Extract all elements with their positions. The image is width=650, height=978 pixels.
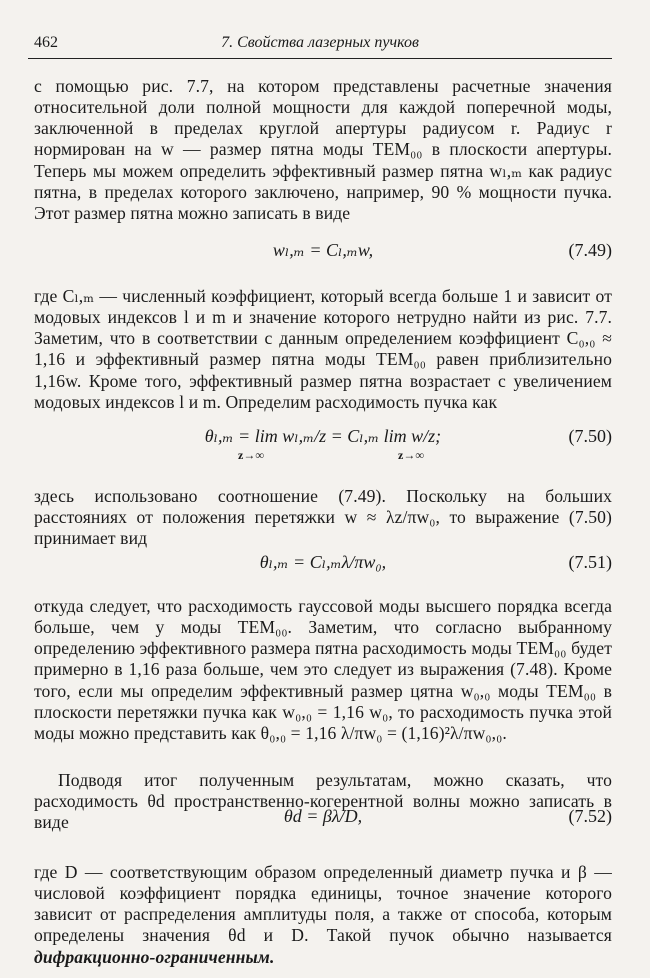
equation-formula: θₗ,ₘ = Cₗ,ₘλ/πw₀,	[259, 552, 387, 572]
running-head: 7. Свойства лазерных пучков	[221, 34, 419, 51]
equation-7-49	[34, 234, 612, 274]
equation-number: (7.50)	[568, 426, 612, 446]
paragraph-1: с помощью рис. 7.7, на котором представлены расчетные значения относительной доли полной мощности для каждой поперечной моды, заключенной в пределах круглой апертуры радиусом r. Радиус r нормирован на w — размер пятна моды TEM₀₀ в плоскости апертуры. Теперь мы можем определить эффективный размер пятна wₗ,ₘ как радиус пятна, в пределах которого заключено, например, 90 % мощности пучка. Этот размер пятна можно записать в виде	[34, 75, 612, 224]
paragraph-6	[34, 862, 612, 968]
page-header	[28, 30, 612, 59]
emphasized-term: дифракционно-ограниченным.	[34, 946, 275, 967]
paragraph-4: откуда следует, что расходимость гауссовой моды высшего порядка всегда больше, чем у моды TEM₀₀. Заметим, что согласно выбранному определению эффективного размера пятна расходимость моды TEM₀₀ будет примерно в 1,16 раза больше, чем это следует из выражения (7.48). Кроме того, если мы определим эффективный размер цятна w₀,₀ моды TEM₀₀ в плоскости перетяжки пучка как w₀,₀ = 1,16 w₀, то расходимость пучка этой моды можно представить как θ₀,₀ = 1,16 λ/πw₀ = (1,16)²λ/πw₀,₀.	[34, 595, 612, 744]
equation-formula: θₗ,ₘ = lim wₗ,ₘ/z = Cₗ,ₘ lim w/z;	[204, 426, 442, 446]
limit-subscript: z→∞	[238, 448, 264, 462]
equation-7-52	[34, 800, 612, 840]
equation-formula: θd = βλ/D,	[283, 806, 363, 826]
equation-7-50	[34, 420, 612, 460]
paragraph-3: здесь использовано соотношение (7.49). Поскольку на больших расстояниях от положения перетяжки w ≈ λz/πw₀, то выражение (7.50) принимает вид	[34, 485, 612, 549]
equation-formula: wₗ,ₘ = Cₗ,ₘw,	[272, 240, 374, 260]
paragraph-2: где Cₗ,ₘ — численный коэффициент, который всегда больше 1 и зависит от модовых индексов l и m и значение которого нетрудно найти из рис. 7.7. Заметим, что в соответствии с данным определением коэффициент C₀,₀ ≈ 1,16 и эффективный размер пятна моды TEM₀₀ равен приблизительно 1,16w. Кроме того, эффективный размер пятна возрастает с увеличением модовых индексов l и m. Определим расходимость пучка как	[34, 285, 612, 413]
equation-number: (7.51)	[568, 552, 612, 572]
equation-number: (7.52)	[568, 806, 612, 826]
limit-subscript: z→∞	[398, 448, 424, 462]
equation-7-51	[34, 546, 612, 586]
page-number: 462	[34, 34, 58, 51]
paragraph-text: где D — соответствующим образом определенный диаметр пучка и β — числовой коэффициент порядка единицы, точное значение которого зависит от распределения амплитуды поля, а также от способа, которым определены значения θd и D. Такой пучок обычно называется	[34, 861, 612, 946]
paragraph-5: Подводя итог полученным результатам, можно сказать, что расходимость θd пространственно-когерентной волны можно записать в виде	[34, 769, 612, 833]
equation-number: (7.49)	[568, 240, 612, 260]
